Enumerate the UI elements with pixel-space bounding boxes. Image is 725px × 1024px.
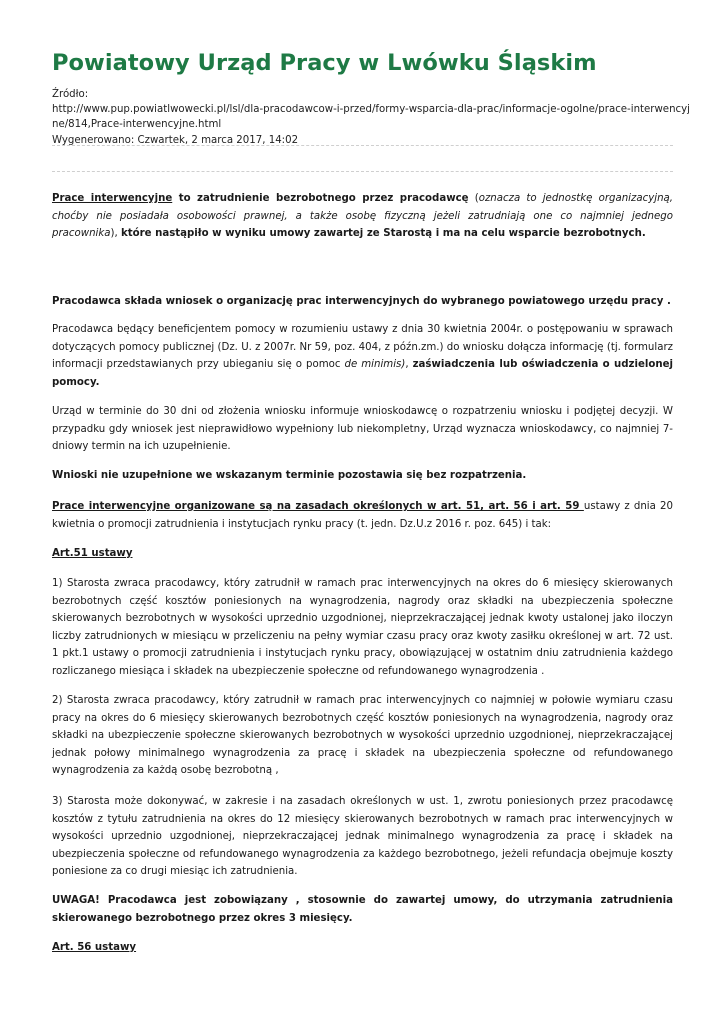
rules-bold: Prace interwencyjne organizowane są na zasadach określonych w art. 51, art. 56 i art. 59 (52, 501, 584, 512)
beneficiary-comma: , (405, 359, 413, 371)
intro-paren-open: ( (468, 193, 479, 204)
generated-timestamp: Wygenerowano: Czwartek, 2 marca 2017, 14:02 (52, 134, 299, 146)
rules-paragraph (52, 498, 673, 533)
source-label: Źródło: (52, 89, 89, 100)
intro-term: Prace interwencyjne (52, 193, 173, 204)
source-url-line-1[interactable]: http://www.pup.powiatlwowecki.pl/lsl/dla-pracodawcow-i-przed/formy-wsparcia-dla-prac/informacje-ogolne/prace-interwencyj (52, 104, 690, 116)
page-title: Powiatowy Urząd Pracy w Lwówku Śląskim (52, 50, 597, 76)
beneficiary-italic: de minimis) (344, 359, 406, 371)
incomplete-paragraph: Wnioski nie uzupełnione we wskazanym terminie pozostawia się bez rozpatrzenia. (52, 470, 527, 481)
intro-paren-close: ), (110, 228, 121, 240)
office-paragraph: Urząd w terminie do 30 dni od złożenia wniosku informuje wnioskodawcę o rozpatrzeniu wniosku i podjętej decyzji. W przypadku gdy wniosek jest nieprawidłowo wypełniony lub niekompletny, Urząd wyznacza wnioskodawcy, co najmniej 7-dniowy termin na ich uzupełnienie. (52, 406, 673, 453)
art51-point-2: 2) Starosta zwraca pracodawcy, który zatrudnił w ramach prac interwencyjnych co najmniej w połowie wymiaru czasu pracy na okres do 6 miesięcy skierowanych bezrobotnych część kosztów poniesionych na wynagrodzenia, nagrody oraz składki na ubezpieczenie społeczne skierowanych bezrobotnych w wysokości uprzednio uzgodnionej, nieprzekraczającej jednak połowy minimalnego wynagrodzenia za pracę i składek na ubezpieczenia społeczne od refundowanego wynagrodzenia za każdą osobę bezrobotną , (52, 695, 673, 777)
art51-heading: Art.51 ustawy (52, 548, 133, 559)
warning-paragraph: UWAGA! Pracodawca jest zobowiązany , stosownie do zawartej umowy, do utrzymania zatrudnienia skierowanego bezrobotnego przez okres 3 miesięcy. (52, 895, 673, 924)
beneficiary-bold: zaświadczenia lub oświadczenia o udzielonej pomocy. (52, 359, 673, 388)
divider-top (52, 145, 673, 146)
art56-heading: Art. 56 ustawy (52, 942, 137, 953)
beneficiary-text: Pracodawca będący beneficjentem pomocy w rozumieniu ustawy z dnia 30 kwietnia 2004r. o postępowaniu w sprawach dotyczących pomocy publicznej (Dz. U. z 2007r. Nr 59, poz. 404, z późn.zm.) do wniosku dołącza informację (tj. formularz informacji przedstawianych przy ubieganiu się o pomoc (52, 324, 673, 371)
intro-paragraph (52, 190, 673, 243)
art51-point-1: 1) Starosta zwraca pracodawcy, który zatrudnił w ramach prac interwencyjnych na okres do 6 miesięcy skierowanych bezrobotnych część kosztów poniesionych na wynagrodzenia, nagrody oraz składki na ubezpieczenia społeczne skierowanych bezrobotnych w wysokości uprzednio uzgodnionej, nieprzekraczającej jednak kwoty ustalonej jako iloczyn liczby zatrudnionych w miesiącu w przeliczeniu na pełny wymiar czasu pracy oraz kwoty zasiłku określonej w art. 72 ust. 1 pkt.1 ustawy o promocji zatrudnienia i instytucjach rynku pracy, obowiązującej w ostatnim dniu zatrudnienia każdego rozliczanego miesiąca i składek na ubezpieczenie społeczne od refundowanego wynagrodzenia . (52, 578, 673, 677)
application-paragraph: Pracodawca składa wniosek o organizację prac interwencyjnych do wybranego powiatowego urzędu pracy . (52, 296, 671, 307)
intro-italic-note: oznacza to jednostkę organizacyjną, choćby nie posiadała osobowości prawnej, a także osobę fizyczną jeżeli zatrudniają one co najmniej jednego pracownika (52, 193, 674, 240)
document-meta (52, 87, 690, 148)
intro-definition: to zatrudnienie bezrobotnego przez pracodawcę (172, 193, 469, 204)
intro-bold-end: które nastąpiło w wyniku umowy zawartej ze Starostą i ma na celu wsparcie bezrobotnych. (120, 228, 646, 240)
divider-bottom (52, 171, 673, 172)
rules-rest: ustawy z dnia 20 kwietnia o promocji zatrudnienia i instytucjach rynku pracy (t. jedn. Dz.U.z 2016 r. poz. 645) i tak: (52, 501, 673, 530)
beneficiary-paragraph (52, 321, 673, 391)
art51-point-3: 3) Starosta może dokonywać, w zakresie i na zasadach określonych w ust. 1, zwrotu poniesionych przez pracodawcę kosztów z tytułu zatrudnienia na okres do 12 miesięcy skierowanych bezrobotnych w ramach prac interwencyjnych w wysokości uprzednio uzgodnionej, nieprzekraczającej jednak minimalnego wynagrodzenia za pracę i składek na ubezpieczenia społeczne od refundowanego wynagrodzenia za każdego bezrobotnego, jeżeli refundacja obejmuje koszty poniesione za co drugi miesiąc ich zatrudnienia. (52, 796, 673, 878)
source-url-line-2[interactable]: ne/814,Prace-interwencyjne.html (52, 119, 222, 131)
